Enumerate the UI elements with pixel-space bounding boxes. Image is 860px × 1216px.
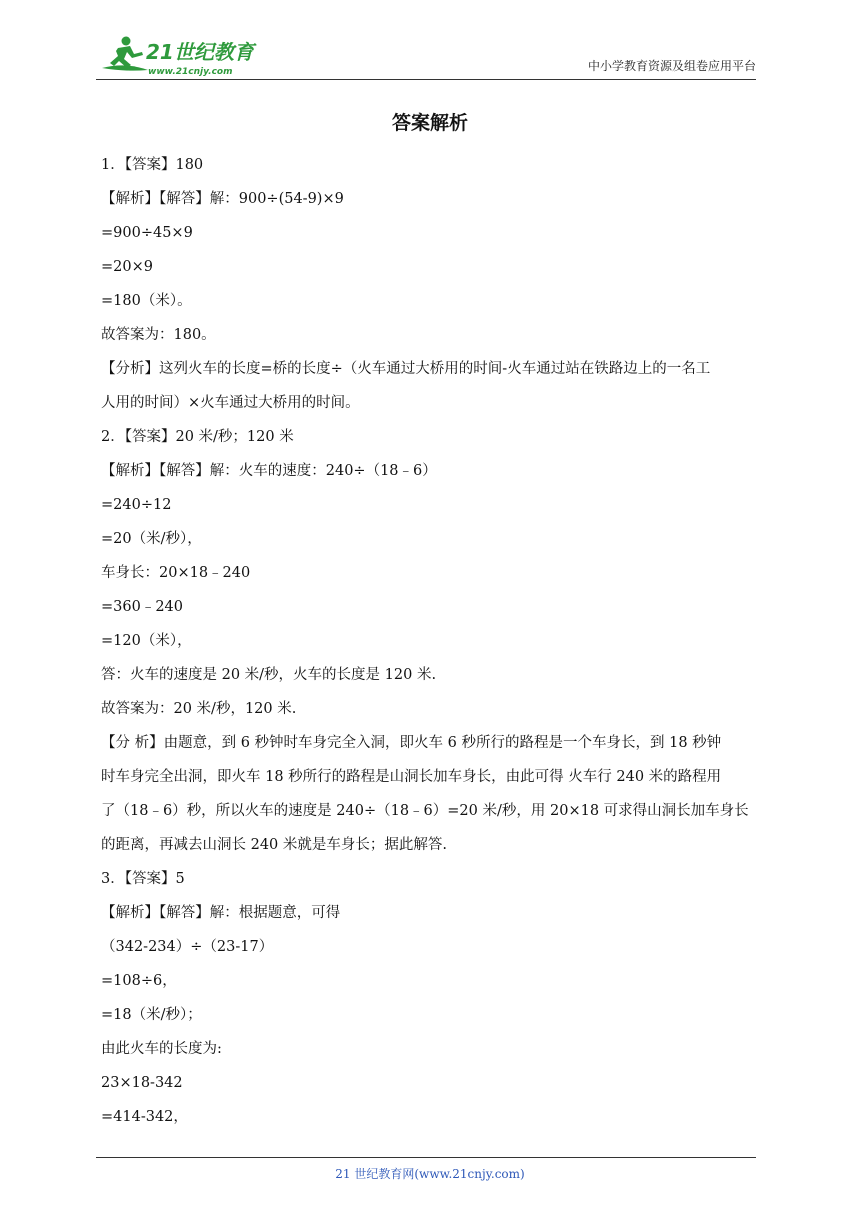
text-line: =120（米）， — [101, 633, 192, 649]
runner-icon — [102, 37, 148, 71]
logo — [96, 32, 266, 78]
text-line: 答：火车的速度是 20 米/秒，火车的长度是 120 米. — [101, 667, 437, 683]
answer-content — [101, 148, 761, 1134]
text-line: =240÷12 — [101, 497, 172, 513]
page-header — [96, 30, 756, 80]
text-line: 人用的时间）×火车通过大桥用的时间。 — [101, 395, 360, 411]
text-line: 【解析】【解答】解：火车的速度：240÷（18﹣6） — [101, 463, 437, 479]
text-line: 故答案为：180。 — [101, 327, 216, 343]
text-line: =20（米/秒）， — [101, 531, 202, 547]
text-line: （342-234）÷（23-17） — [101, 939, 274, 955]
logo-text: 21世纪教育 — [146, 40, 254, 64]
text-line: 故答案为：20 米/秒，120 米. — [101, 701, 297, 717]
text-line: =108÷6， — [101, 973, 177, 989]
text-line: =180（米）。 — [101, 293, 192, 309]
header-tagline: 中小学教育资源及组卷应用平台 — [587, 59, 756, 73]
text-line: 【解析】【解答】解：根据题意，可得 — [101, 905, 341, 921]
logo-url: www.21cnjy.com — [148, 67, 233, 77]
footer-divider — [96, 1157, 756, 1158]
header-divider — [96, 79, 756, 80]
text-line: 2．【答案】20 米/秒；120 米 — [101, 429, 294, 445]
text-line: 时车身完全出洞，即火车 18 秒所行的路程是山洞长加车身长，由此可得 火车行 240 米的路程用 — [101, 769, 722, 785]
text-line: =360﹣240 — [101, 599, 184, 615]
text-line: 的距离，再减去山洞长 240 米就是车身长；据此解答. — [101, 837, 448, 853]
text-line: =18（米/秒）； — [101, 1007, 202, 1023]
text-line: 【分 析】由题意，到 6 秒钟时车身完全入洞，即火车 6 秒所行的路程是一个车身长，到 18 秒钟 — [101, 735, 722, 751]
text-line: =20×9 — [101, 259, 153, 275]
text-line: =414-342， — [101, 1109, 188, 1125]
text-line: 1．【答案】180 — [101, 157, 204, 173]
text-line: 【解析】【解答】解：900÷(54-9)×9 — [101, 191, 344, 207]
text-line: 由此火车的长度为: — [101, 1041, 222, 1057]
page-title: 答案解析 — [391, 112, 468, 134]
text-line: 车身长：20×18﹣240 — [101, 565, 251, 581]
text-line: 【分析】这列火车的长度=桥的长度÷（火车通过大桥用的时间-火车通过站在铁路边上的一名工 — [101, 361, 711, 377]
text-line: 23×18-342 — [101, 1075, 183, 1091]
text-line: 3．【答案】5 — [101, 871, 185, 887]
text-line: 了（18﹣6）秒，所以火车的速度是 240÷（18﹣6）=20 米/秒，用 20×18 可求得山洞长加车身长 — [101, 803, 749, 819]
footer-link[interactable]: 21 世纪教育网(www.21cnjy.com) — [335, 1167, 525, 1181]
text-line: =900÷45×9 — [101, 225, 193, 241]
